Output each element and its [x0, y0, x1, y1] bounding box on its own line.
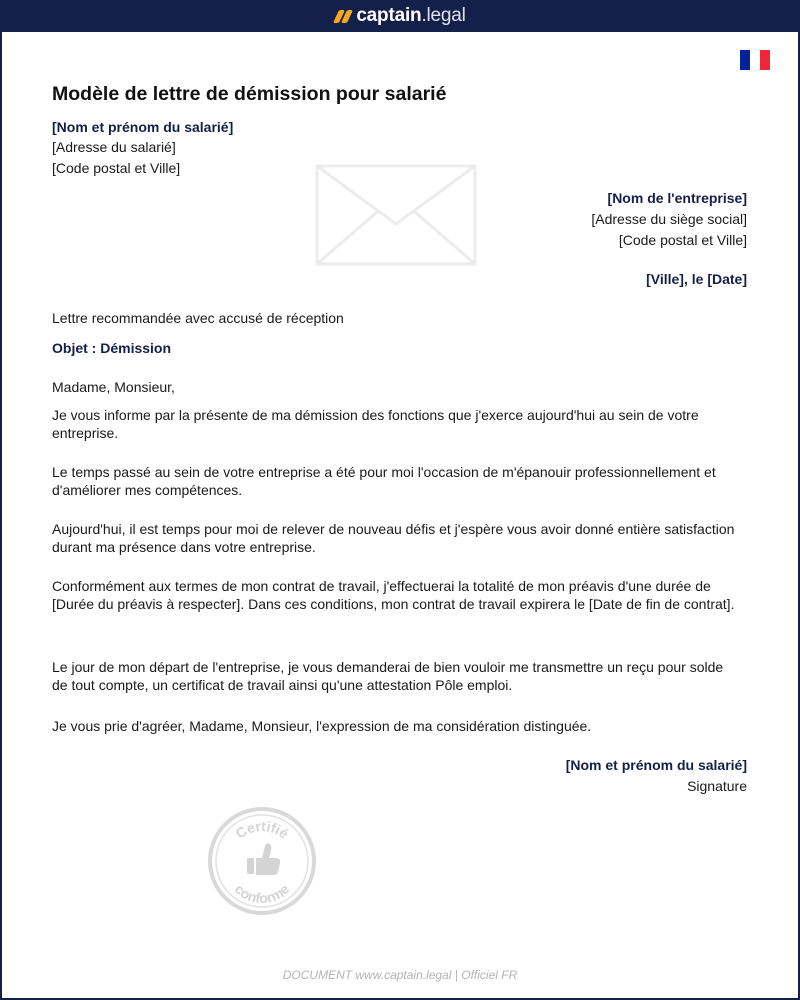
thumbs-up-icon [247, 843, 280, 875]
brand-domain: .legal [421, 5, 466, 26]
place-date: [Ville], le [Date] [646, 271, 747, 287]
recipient-address: [Adresse du siège social] [591, 211, 747, 227]
salutation: Madame, Monsieur, [52, 379, 175, 395]
sender-city: [Code postal et Ville] [52, 160, 181, 176]
flag-stripe-white [750, 50, 760, 70]
recipient-company: [Nom de l'entreprise] [607, 190, 747, 206]
signature-label: Signature [687, 778, 747, 794]
brand-mark-icon [334, 10, 352, 22]
paragraph: Le jour de mon départ de l'entreprise, je vous demanderai de bien vouloir me transmettre un reçu pour solde de tout compte, un certificat de travail ainsi qu'une attestation Pôle emploi. [52, 659, 724, 693]
flag-stripe-blue [740, 50, 750, 70]
sender-name: [Nom et prénom du salarié] [52, 119, 234, 135]
france-flag-icon [740, 50, 770, 70]
certified-stamp-icon [207, 806, 317, 916]
signature-name: [Nom et prénom du salarié] [565, 757, 747, 773]
paragraph: Conformément aux termes de mon contrat de travail, j'effectuerai la totalité de mon préavis d'une durée de [Durée du préavis à respecter]. Dans ces conditions, mon contrat de travail expirera le [Date de fin de contrat]. [52, 578, 735, 612]
paragraph: Le temps passé au sein de votre entreprise a été pour moi l'occasion de m'épanouir professionnellement et d'améliorer mes compétences. [52, 464, 716, 498]
mail-type: Lettre recommandée avec accusé de réception [52, 310, 344, 326]
flag-stripe-red [760, 50, 770, 70]
paragraph: Aujourd'hui, il est temps pour moi de relever de nouveau défis et j'espère vous avoir donné entière satisfaction durant ma présence dans votre entreprise. [52, 521, 735, 555]
stamp-bottom-text: conforme [231, 880, 293, 907]
document-page [2, 32, 798, 998]
envelope-icon [315, 164, 477, 266]
paragraph: Je vous informe par la présente de ma démission des fonctions que j'exerce aujourd'hui au sein de votre entreprise. [52, 407, 699, 441]
recipient-city: [Code postal et Ville] [618, 232, 747, 248]
brand-name: captain [356, 5, 422, 26]
stamp-top-text: Certifié [232, 817, 292, 842]
top-bar [0, 0, 800, 32]
footer-watermark: DOCUMENT www.captain.legal | Officiel FR [282, 968, 518, 982]
paragraph: Je vous prie d'agréer, Madame, Monsieur, l'expression de ma considération distinguée. [52, 718, 592, 734]
brand-logo[interactable] [334, 5, 465, 27]
sender-address: [Adresse du salarié] [52, 139, 176, 155]
subject-line: Objet : Démission [52, 340, 172, 356]
document-title: Modèle de lettre de démission pour salarié [52, 83, 447, 105]
